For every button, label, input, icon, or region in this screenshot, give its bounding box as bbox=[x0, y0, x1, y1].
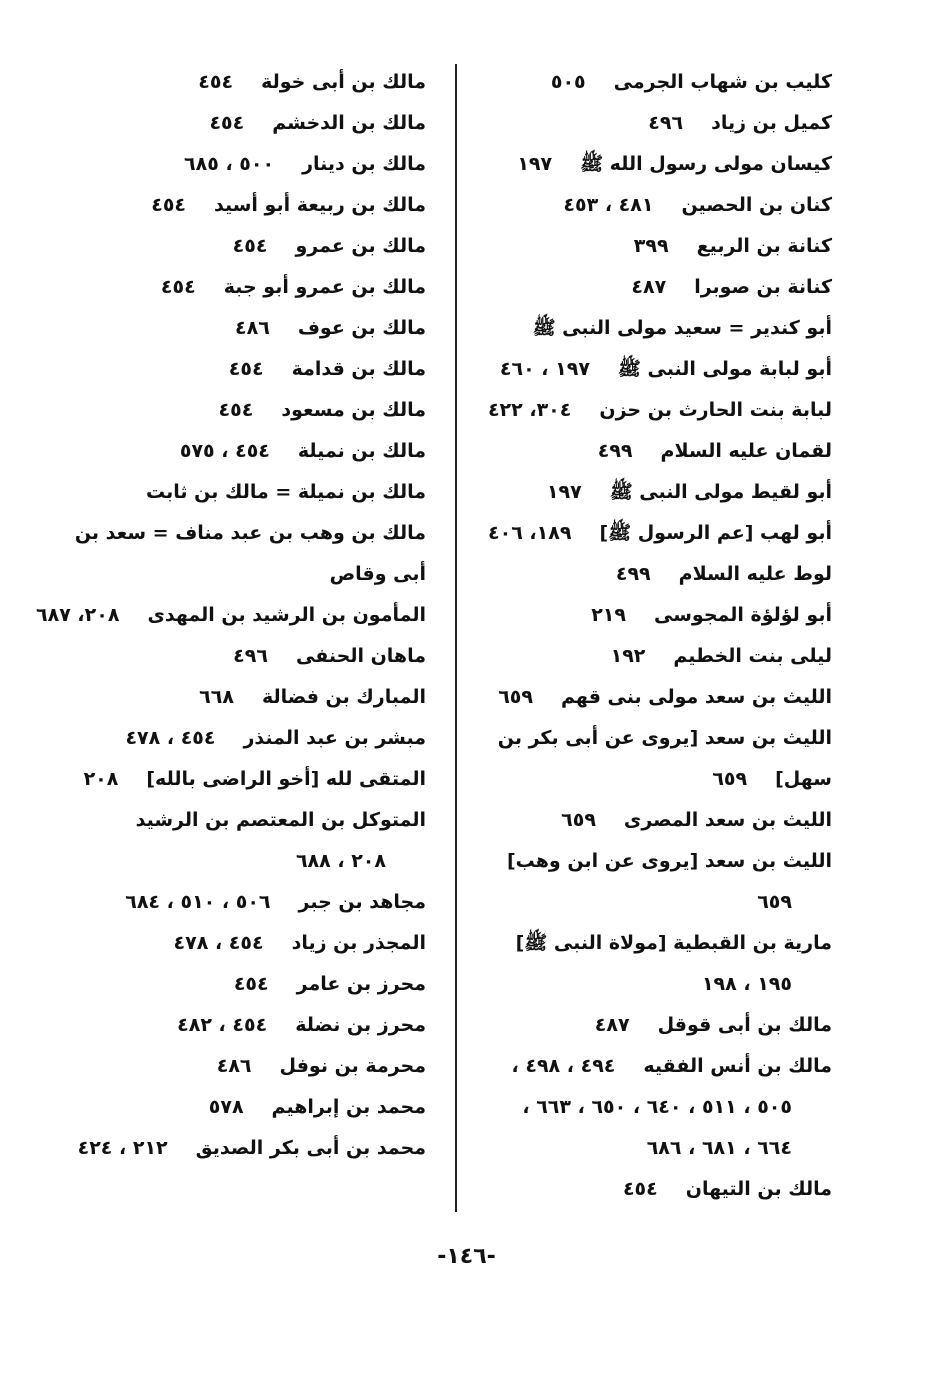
index-entry bbox=[482, 636, 832, 677]
index-entry bbox=[482, 923, 832, 964]
entry-name: كميل بن زياد bbox=[711, 112, 832, 134]
entry-pages: ١٩٧ ، ٤٦٠ bbox=[499, 358, 590, 380]
index-entry bbox=[482, 1169, 832, 1210]
index-entry bbox=[78, 103, 426, 144]
entry-pages: ٤٥٤ bbox=[160, 276, 196, 298]
entry-name: مالك بن عمرو أبو جبة bbox=[223, 276, 426, 298]
entry-pages: ٤٥٤ bbox=[218, 399, 254, 421]
entry-pages: ١٩٥ ، ١٩٨ bbox=[701, 973, 792, 995]
entry-name: مالك بن قدامة bbox=[291, 358, 426, 380]
entry-name: المتوكل بن المعتصم بن الرشيد bbox=[135, 809, 426, 831]
entry-name: مالك بن الدخشم bbox=[272, 112, 426, 134]
index-entry bbox=[482, 1046, 832, 1087]
index-entry bbox=[482, 718, 832, 759]
page-number: -١٤٦- bbox=[437, 1244, 496, 1269]
index-entry bbox=[78, 636, 426, 677]
index-entry bbox=[482, 472, 832, 513]
index-entry bbox=[482, 964, 832, 1005]
entry-pages: ١٩٧ bbox=[517, 153, 553, 175]
entry-name: الليث بن سعد المصرى bbox=[623, 809, 832, 831]
entry-name: كنان بن الحصين bbox=[681, 194, 832, 216]
entry-name: أبو لؤلؤة المجوسى bbox=[654, 604, 832, 626]
entry-pages: ٤٨١ ، ٤٥٣ bbox=[563, 194, 654, 216]
entry-name: أبو لقيط مولى النبى ﷺ bbox=[609, 481, 832, 503]
entry-pages: ٢١٢ ، ٤٢٤ bbox=[77, 1137, 168, 1159]
entry-name: محرز بن نضلة bbox=[295, 1014, 426, 1036]
column-divider bbox=[455, 64, 457, 1212]
entry-pages: ٤٥٤ ، ٤٧٨ bbox=[125, 727, 216, 749]
entry-name: لوط عليه السلام bbox=[678, 563, 832, 585]
index-entry bbox=[78, 759, 426, 800]
index-entry bbox=[482, 677, 832, 718]
index-entry bbox=[78, 923, 426, 964]
index-entry bbox=[482, 841, 832, 882]
entry-name: أبو لهب [عم الرسول ﷺ] bbox=[599, 522, 832, 544]
entry-pages: ١٨٩، ٤٠٦ bbox=[488, 522, 572, 544]
entry-pages: ٤٥٤ bbox=[198, 71, 234, 93]
entry-pages: ٤٨٦ bbox=[235, 317, 270, 339]
entry-name: أبو كندير = سعيد مولى النبى ﷺ bbox=[532, 317, 832, 339]
right-index-column bbox=[482, 62, 832, 1210]
entry-name: مالك بن نميلة = مالك بن ثابت bbox=[146, 481, 426, 503]
entry-name: كنانة بن صوبرا bbox=[694, 276, 832, 298]
entry-name: مجاهد بن جبر bbox=[298, 891, 426, 913]
index-entry bbox=[74, 513, 426, 554]
entry-pages: ٤٨٧ bbox=[594, 1014, 630, 1036]
entry-pages: ٦٥٩ bbox=[561, 809, 596, 831]
entry-name: ليلى بنت الخطيم bbox=[673, 645, 832, 667]
entry-name: مبشر بن عبد المنذر bbox=[243, 727, 426, 749]
entry-pages: ٥٠٦ ، ٥١٠ ، ٦٨٤ bbox=[125, 891, 271, 913]
entry-pages: ٦٥٩ bbox=[757, 891, 792, 913]
entry-pages: ٦٦٨ bbox=[199, 686, 234, 708]
entry-pages: ٤٩٩ bbox=[615, 563, 651, 585]
entry-pages: ٥٠٥ bbox=[550, 71, 586, 93]
entry-pages: ٢١٩ bbox=[591, 604, 626, 626]
index-entry bbox=[78, 144, 426, 185]
entry-pages: ٤٥٤ ، ٥٧٥ bbox=[179, 440, 270, 462]
entry-pages: ٤٥٤ bbox=[233, 973, 269, 995]
entry-pages: ٤٥٤ ، ٤٨٢ bbox=[177, 1014, 268, 1036]
index-entry bbox=[78, 1046, 426, 1087]
index-entry bbox=[482, 1005, 832, 1046]
entry-name: المبارك بن فضالة bbox=[261, 686, 426, 708]
entry-name: مالك بن أنس الفقيه bbox=[643, 1055, 832, 1077]
entry-name: مالك بن أبى خولة bbox=[261, 71, 426, 93]
entry-pages: ٤٩٦ bbox=[648, 112, 684, 134]
index-entry bbox=[78, 431, 426, 472]
entry-name: مالك بن وهب بن عبد مناف = سعد بن bbox=[74, 522, 426, 544]
index-entry bbox=[78, 718, 426, 759]
entry-name: المجذر بن زياد bbox=[291, 932, 426, 954]
index-entry bbox=[78, 677, 426, 718]
index-entry bbox=[78, 554, 426, 595]
index-entry bbox=[36, 595, 426, 636]
entry-name: مالك بن دينار bbox=[302, 153, 426, 175]
entry-pages: ٤٩٤ ، ٤٩٨ ، bbox=[511, 1055, 616, 1077]
entry-pages: ٤٥٤ bbox=[622, 1178, 658, 1200]
index-entry bbox=[78, 800, 426, 841]
entry-name: الليث بن سعد مولى بنى قهم bbox=[561, 686, 832, 708]
entry-name: ماهان الحنفى bbox=[295, 645, 426, 667]
entry-name: لبابة بنت الحارث بن حزن bbox=[599, 399, 832, 421]
index-entry bbox=[482, 308, 832, 349]
entry-name: مالك بن عوف bbox=[297, 317, 426, 339]
entry-name: كليب بن شهاب الجرمى bbox=[613, 71, 832, 93]
index-entry bbox=[482, 144, 832, 185]
index-entry bbox=[78, 62, 426, 103]
entry-name: مالك بن نميلة bbox=[297, 440, 426, 462]
entry-name: أبى وقاص bbox=[329, 563, 426, 585]
index-entry bbox=[482, 759, 832, 800]
entry-name: الليث بن سعد [يروى عن ابن وهب] bbox=[506, 850, 832, 872]
entry-pages: ٤٨٧ bbox=[631, 276, 667, 298]
entry-pages: ٤٩٦ bbox=[233, 645, 268, 667]
index-entry bbox=[482, 595, 832, 636]
entry-pages: ٥٠٥ ، ٥١١ ، ٦٤٠ ، ٦٥٠ ، ٦٦٣ ، bbox=[522, 1096, 792, 1118]
index-entry bbox=[482, 1128, 832, 1169]
entry-name: كيسان مولى رسول الله ﷺ bbox=[580, 153, 832, 175]
index-entry bbox=[78, 964, 426, 1005]
entry-pages: ١٩٧ bbox=[546, 481, 582, 503]
index-entry bbox=[78, 390, 426, 431]
index-entry bbox=[78, 1005, 426, 1046]
index-entry bbox=[78, 185, 426, 226]
index-entry bbox=[482, 513, 832, 554]
index-entry bbox=[482, 62, 832, 103]
entry-pages: ٥٠٠ ، ٦٨٥ bbox=[184, 153, 275, 175]
index-entry bbox=[78, 349, 426, 390]
entry-pages: ٤٥٤ bbox=[151, 194, 187, 216]
entry-name: مالك بن أبى قوقل bbox=[657, 1014, 832, 1036]
index-entry bbox=[482, 349, 832, 390]
index-entry bbox=[78, 1087, 426, 1128]
entry-name: محمد بن أبى بكر الصديق bbox=[195, 1137, 426, 1159]
left-index-column bbox=[36, 62, 426, 1169]
index-entry bbox=[78, 1128, 426, 1169]
index-entry bbox=[482, 226, 832, 267]
index-entry bbox=[78, 472, 426, 513]
index-entry bbox=[482, 185, 832, 226]
index-entry bbox=[482, 1087, 832, 1128]
index-entry bbox=[482, 267, 832, 308]
entry-pages: ٤٥٤ bbox=[228, 358, 264, 380]
index-entry bbox=[78, 841, 426, 882]
entry-name: مالك بن ربيعة أبو أسيد bbox=[214, 194, 426, 216]
entry-pages: ٤٥٤ bbox=[209, 112, 245, 134]
entry-name: محرز بن عامر bbox=[296, 973, 426, 995]
entry-name: المأمون بن الرشيد بن المهدى bbox=[147, 604, 426, 626]
index-entry bbox=[482, 390, 832, 431]
entry-name: محمد بن إبراهيم bbox=[271, 1096, 426, 1118]
entry-pages: ٦٥٩ bbox=[712, 768, 748, 790]
entry-name: مالك بن التيهان bbox=[685, 1178, 832, 1200]
entry-name: مالك بن مسعود bbox=[281, 399, 426, 421]
entry-pages: ١٩٢ bbox=[610, 645, 646, 667]
entry-pages: ٢٠٨ bbox=[83, 768, 119, 790]
entry-name: محرمة بن نوفل bbox=[279, 1055, 426, 1077]
entry-name: لقمان عليه السلام bbox=[660, 440, 832, 462]
entry-name: المتقى لله [أخو الراضى بالله] bbox=[146, 768, 426, 790]
entry-pages: ٤٩٩ bbox=[597, 440, 633, 462]
entry-pages: ٢٠٨ ، ٦٨٨ bbox=[295, 850, 386, 872]
index-entry bbox=[78, 267, 426, 308]
entry-name: كنانة بن الربيع bbox=[696, 235, 832, 257]
entry-pages: ٤٨٦ bbox=[216, 1055, 252, 1077]
entry-name: أبو لبابة مولى النبى ﷺ bbox=[617, 358, 832, 380]
index-entry bbox=[78, 226, 426, 267]
index-entry bbox=[78, 882, 426, 923]
entry-pages: ٤٥٤ bbox=[232, 235, 268, 257]
entry-name: سهل] bbox=[775, 768, 832, 790]
index-entry bbox=[482, 103, 832, 144]
entry-pages: ٤٥٤ ، ٤٧٨ bbox=[173, 932, 264, 954]
entry-pages: ٥٧٨ bbox=[208, 1096, 244, 1118]
entry-pages: ٦٥٩ bbox=[498, 686, 533, 708]
entry-name: مارية بن القبطية [مولاة النبى ﷺ] bbox=[515, 932, 832, 954]
entry-name: الليث بن سعد [يروى عن أبى بكر بن bbox=[497, 727, 832, 749]
entry-pages: ٦٦٤ ، ٦٨١ ، ٦٨٦ bbox=[646, 1137, 792, 1159]
entry-name: مالك بن عمرو bbox=[295, 235, 426, 257]
entry-pages: ٢٠٨، ٦٨٧ bbox=[36, 604, 120, 626]
index-entry bbox=[482, 800, 832, 841]
index-entry bbox=[482, 554, 832, 595]
entry-pages: ٣٠٤، ٤٢٢ bbox=[487, 399, 572, 421]
index-entry bbox=[482, 431, 832, 472]
index-entry bbox=[78, 308, 426, 349]
index-entry bbox=[482, 882, 832, 923]
entry-pages: ٣٩٩ bbox=[633, 235, 669, 257]
